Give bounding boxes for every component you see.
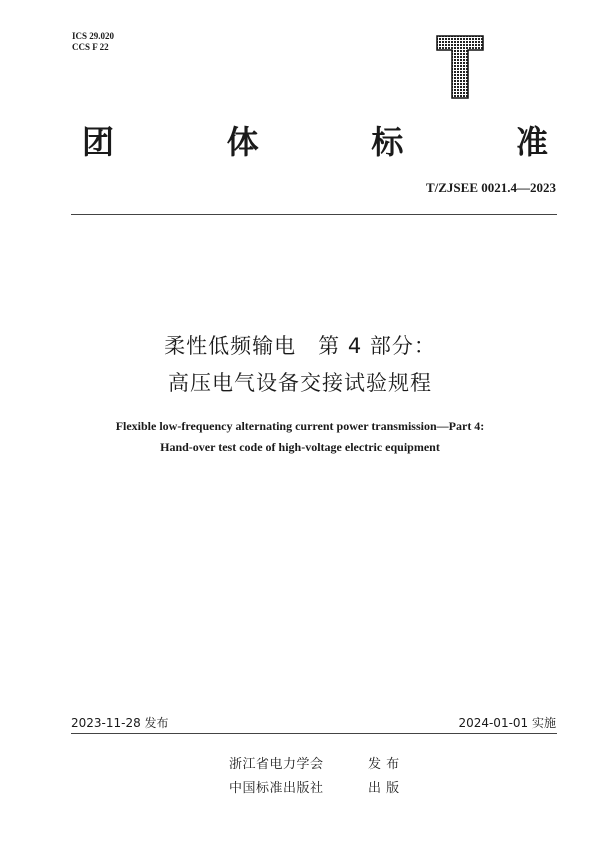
category-char-3: 标 <box>371 123 404 161</box>
category-char-2: 体 <box>226 123 259 161</box>
title-en-line2: Hand-over test code of high-voltage electric equipment <box>160 440 440 454</box>
category-char-1: 团 <box>82 123 115 161</box>
issue-date: 2023-11-28 发布 <box>71 716 169 730</box>
ics-code: ICS 29.020 <box>72 31 115 41</box>
title-cn-line2: 高压电气设备交接试验规程 <box>168 371 432 395</box>
document-category-heading <box>82 117 548 163</box>
standard-type-logo <box>436 35 484 99</box>
standard-number: T/ZJSEE 0021.4—2023 <box>425 180 556 195</box>
t-logo-icon <box>436 35 484 99</box>
top-divider <box>71 214 557 215</box>
classification-codes <box>72 31 114 53</box>
category-char-4: 准 <box>515 123 548 161</box>
publisher-role-2: 出 版 <box>368 781 400 796</box>
implementation-date: 2024-01-01 实施 <box>458 716 556 730</box>
title-cn-line1: 柔性低频输电 第 4 部分： <box>164 334 436 358</box>
publisher-role-1: 发 布 <box>368 757 400 772</box>
publisher-name-1: 浙江省电力学会 <box>229 757 324 772</box>
title-en-line1: Flexible low-frequency alternating current power transmission—Part 4: <box>115 419 485 433</box>
ccs-code: CCS F 22 <box>72 42 109 52</box>
publisher-name-2: 中国标准出版社 <box>229 781 324 796</box>
bottom-divider <box>71 733 557 734</box>
